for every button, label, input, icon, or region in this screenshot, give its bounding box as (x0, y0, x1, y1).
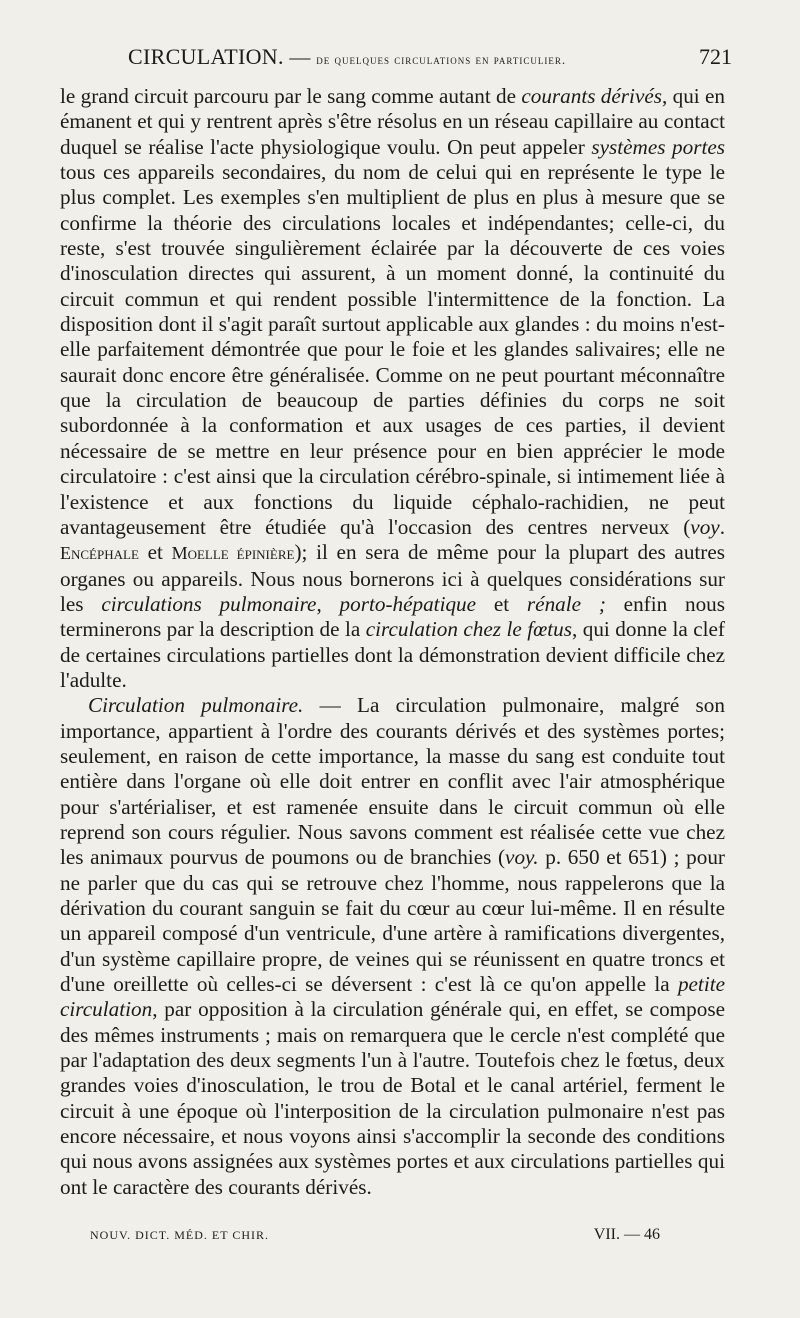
text-run: ); il en sera de même pour la plupart des autres organes ou appareils. Nous nous bornerons ici à quelques considérations sur les (60, 540, 726, 616)
italic-term: rénale ; (526, 591, 606, 616)
text-run: , par opposition à la circulation générale qui, en effet, se compose des mêmes instruments ; mais on remarquera que le cercle n'est complété que par l'adaptation des deux segments l'un à l'autre. Toutefois chez le fœtus, deux grandes voies d'inosculation, le trou de Botal et le canal artériel, ferment le circuit à une époque où l'interposition de la circulation pulmonaire n'est pas encore nécessaire, et nous voyons ainsi s'accomplir la seconde des conditions qui nous avons assignées aux systèmes portes et aux circulations partielles qui ont le caractère des courants dérivés. (60, 997, 725, 1199)
text-run: tous ces appareils secondaires, du nom de celui qui en représente le type le plus complet. Les exemples s'en multiplient de plus en plus à mesure que se confirme la théorie des circulations locales et indépendantes; celle-ci, du reste, s'est trouvée singulièrement éclairée par la découverte de ces voies d'inosculation directes qui assurent, à un moment donné, la continuité du circuit commun et qui rendent possible l'intermittence de la fonction. La disposition dont il s'agit paraît surtout applicable aux glandes : du moins n'est-elle parfaitement démontrée que pour le foie et les glandes salivaires; elle ne saurait donc encore être généralisée. Comme on ne peut pourtant méconnaître que la circulation de beaucoup de parties définies du corps ne soit subordonnée à la conformation et aux usages de ces parties, il devient nécessaire de se mettre en leur présence pour en bien apprécier le mode circulatoire : c'est ainsi que la circulation cérébro-spinale, si intimement liée à l'existence et aux fonctions du liquide céphalo-rachidien, ne peut avantageusement être étudiée qu'à l'occasion des centres nerveux ( (60, 160, 725, 539)
paragraph-continuation (60, 84, 725, 693)
section-heading-italic: Circulation pulmonaire. (88, 693, 304, 718)
body-text (60, 84, 725, 1200)
header-section: de quelques circulations en particulier. (316, 52, 567, 67)
italic-term: porto-hépatique (339, 591, 477, 616)
running-header (128, 44, 732, 78)
page-footer (90, 1226, 660, 1244)
paragraph-pulmonary (60, 693, 725, 1200)
italic-term: voy (690, 514, 720, 539)
text-run: et (138, 540, 172, 565)
italic-term: voy. (505, 845, 539, 870)
italic-term: circulations pulmonaire (101, 591, 317, 616)
printer-signature: NOUV. DICT. MÉD. ET CHIR. (90, 1228, 270, 1242)
text-run: enfin nous terminerons par la description de la (60, 591, 726, 642)
text-run: — La circulation pulmonaire, malgré son importance, appartient à l'ordre des courants dérivés et des systèmes portes; seulement, en raison de cette importance, la masse du sang est conduite tout entière dans l'organe où elle doit entrer en conflit avec l'air atmosphérique pour s'artérialiser, et est ramenée ensuite dans le circuit commun où elle reprend son cours régulier. Nous savons comment est réalisée cette vue chez les animaux pourvus de poumons ou de branchies ( (60, 693, 725, 870)
running-title (128, 44, 566, 70)
page-number: 721 (699, 44, 732, 69)
italic-term: systèmes portes (591, 134, 725, 159)
small-caps-term: Moelle épinière (171, 543, 295, 564)
text-run: , qui en émanent et qui y rentrent après s'être résolus en un réseau capillaire au contact duquel se réalise l'acte physiologique voulu. On peut appeler (60, 84, 725, 159)
small-caps-term: Encéphale (60, 543, 139, 564)
header-title: CIRCULATION. (128, 44, 284, 69)
italic-term: courants dérivés (521, 84, 662, 108)
text-run: , (316, 591, 340, 616)
italic-term: circulation chez le fœtus (365, 617, 572, 642)
text-run: et (476, 591, 527, 616)
text-run: . (719, 514, 725, 539)
italic-term: petite circulation (60, 972, 725, 1022)
text-run: p. 650 et 651) ; pour ne parler que du cas qui se retrouve chez l'homme, nous rappelerons que la dérivation du courant sanguin se fait du cœur au cœur lui-même. Il en résulte un appareil composé d'un ventricule, d'une artère à ramifications divergentes, d'un système capillaire propre, de veines qui se réunissent en quatre troncs et d'une oreillette où celles-ci se déversent : c'est là ce qu'on appelle la (60, 845, 725, 997)
volume-signature: VII. — 46 (593, 1226, 660, 1243)
text-run: , qui donne la clef de certaines circulations partielles dont la démonstration devient difficile chez l'adulte. (60, 617, 725, 692)
header-separator: — (289, 45, 311, 69)
text-run: le grand circuit parcouru par le sang comme autant de (60, 84, 522, 108)
